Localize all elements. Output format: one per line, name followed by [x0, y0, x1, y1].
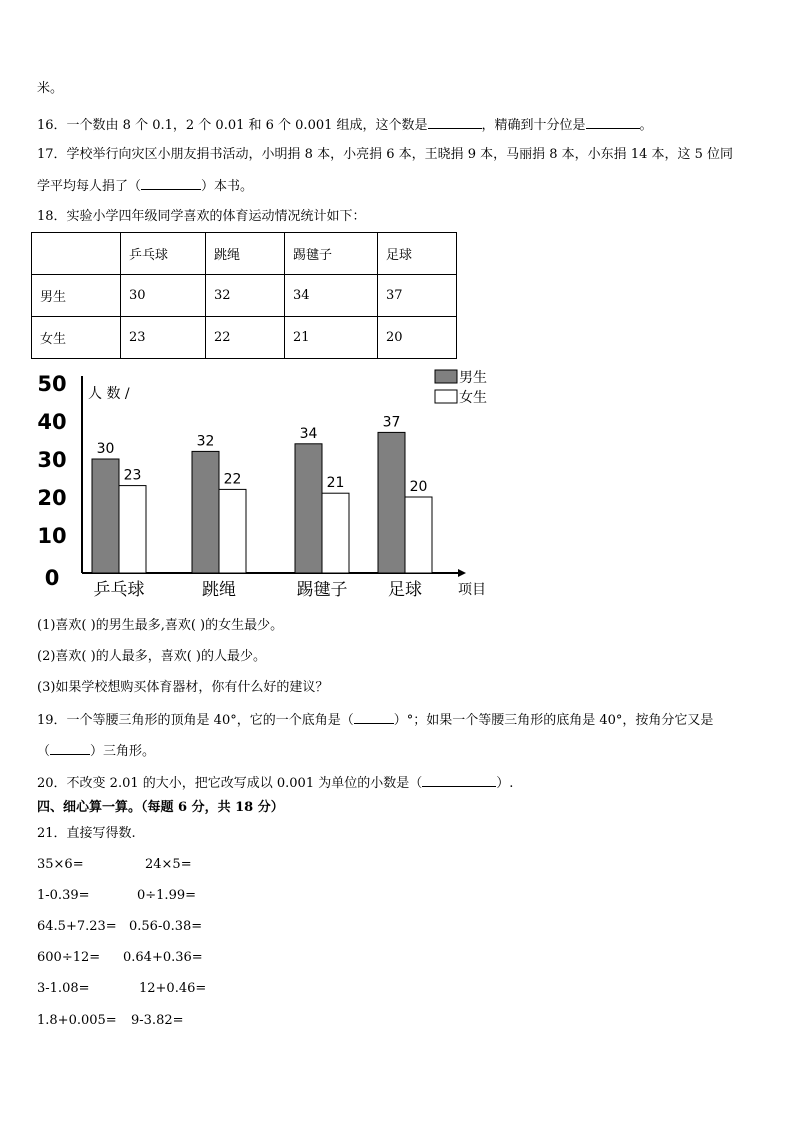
question-16: 16．一个数由 8 个 0.1，2 个 0.01 和 6 个 0.001 组成，这个数是 ，精确到十分位是 。: [37, 118, 653, 133]
question-18-part2: (2)喜欢( )的人最多，喜欢( )的人最少。: [37, 649, 266, 664]
table-cell: 37: [378, 275, 457, 317]
question-19-line1: 19．一个等腰三角形的顶角是 40°，它的一个底角是（ ）°；如果一个等腰三角形的底角是 40°，按角分它又是: [37, 713, 714, 728]
data-label: 30: [96, 441, 115, 457]
answer-blank[interactable]: [50, 742, 90, 755]
bar: [378, 432, 405, 573]
answer-blank[interactable]: [586, 116, 640, 129]
bar: [405, 497, 432, 573]
calc-item: 1-0.39=: [37, 888, 90, 903]
table-row: [32, 317, 457, 359]
table-cell: 30: [121, 275, 206, 317]
bar: [295, 444, 322, 573]
x-axis-label: 项目: [458, 582, 486, 598]
answer-blank[interactable]: [422, 774, 496, 787]
calc-item: 0÷1.99=: [137, 888, 197, 903]
calc-item: 9-3.82=: [131, 1013, 184, 1028]
y-axis-label: 人 数 /: [88, 386, 130, 402]
table-cell: 22: [206, 317, 285, 359]
table-cell: 34: [285, 275, 378, 317]
question-18-part1: (1)喜欢( )的男生最多,喜欢( )的女生最少。: [37, 618, 284, 633]
y-tick-label: 20: [37, 486, 67, 510]
question-20: 20．不改变 2.01 的大小，把它改写成以 0.001 为单位的小数是（ ）.: [37, 776, 514, 791]
legend-label: 女生: [459, 390, 487, 406]
answer-blank[interactable]: [141, 177, 201, 190]
table-header-row: [32, 233, 457, 275]
bar: [192, 451, 219, 573]
section-4-title: 四、细心算一算。（每题 6 分，共 18 分）: [37, 800, 284, 815]
question-21: 21．直接写得数.: [37, 826, 136, 841]
table-cell: 20: [378, 317, 457, 359]
y-tick-label: 0: [44, 566, 60, 590]
answer-blank[interactable]: [428, 116, 482, 129]
table-cell: 23: [121, 317, 206, 359]
x-axis-arrow: [458, 569, 466, 577]
question-18-part3: (3)如果学校想购买体育器材，你有什么好的建议？: [37, 680, 329, 695]
data-label: 22: [223, 471, 242, 488]
calc-item: 64.5+7.23=: [37, 919, 117, 934]
calc-item: 0.56-0.38=: [129, 919, 203, 934]
table-cell: 32: [206, 275, 285, 317]
x-tick-label: 乒乓球: [93, 580, 145, 600]
y-tick-label: 30: [37, 448, 67, 472]
x-tick-label: 跳绳: [202, 580, 236, 600]
data-label: 20: [409, 479, 428, 495]
calc-item: 1.8+0.005=: [37, 1013, 117, 1028]
bar: [119, 486, 146, 573]
bar: [219, 489, 246, 573]
bar: [92, 459, 119, 573]
table-cell: 跳绳: [206, 233, 285, 275]
question-17-line1: 17．学校举行向灾区小朋友捐书活动，小明捐 8 本，小亮捐 6 本，王晓捐 9 本，马丽捐 8 本，小东捐 14 本，这 5 位同: [37, 147, 734, 162]
data-label: 21: [326, 475, 345, 492]
legend-swatch: [435, 370, 457, 383]
data-label: 37: [382, 414, 401, 431]
question-17-line2: 学平均每人捐了（ ）本书。: [37, 179, 254, 194]
legend-swatch: [435, 390, 457, 403]
table-cell: 踢毽子: [285, 233, 378, 275]
table-row: [32, 275, 457, 317]
table-cell: 男生: [32, 275, 121, 317]
table-cell: 女生: [32, 317, 121, 359]
calc-item: 12+0.46=: [139, 981, 207, 996]
data-label: 32: [196, 433, 215, 450]
x-tick-label: 足球: [388, 580, 422, 600]
calc-item: 600÷12=: [37, 950, 101, 965]
calc-item: 0.64+0.36=: [123, 950, 203, 965]
table-cell: [32, 233, 121, 275]
calc-item: 35×6=: [37, 857, 84, 872]
stats-table: [31, 232, 457, 359]
table-cell: 足球: [378, 233, 457, 275]
table-cell: 21: [285, 317, 378, 359]
bar-chart: [30, 362, 500, 607]
table-cell: 乒乓球: [121, 233, 206, 275]
y-tick-label: 40: [37, 410, 67, 434]
y-tick-label: 10: [37, 524, 67, 548]
q15-tail: 米。: [37, 81, 64, 96]
data-label: 23: [123, 467, 142, 484]
question-18: 18．实验小学四年级同学喜欢的体育运动情况统计如下：: [37, 209, 366, 224]
answer-blank[interactable]: [354, 711, 394, 724]
question-19-line2: （ ）三角形。: [37, 744, 156, 759]
y-tick-label: 50: [37, 372, 67, 396]
calc-item: 3-1.08=: [37, 981, 90, 996]
bar: [322, 493, 349, 573]
x-tick-label: 踢毽子: [296, 580, 348, 600]
data-label: 34: [299, 425, 318, 442]
legend-label: 男生: [459, 370, 487, 386]
calc-item: 24×5=: [145, 857, 192, 872]
